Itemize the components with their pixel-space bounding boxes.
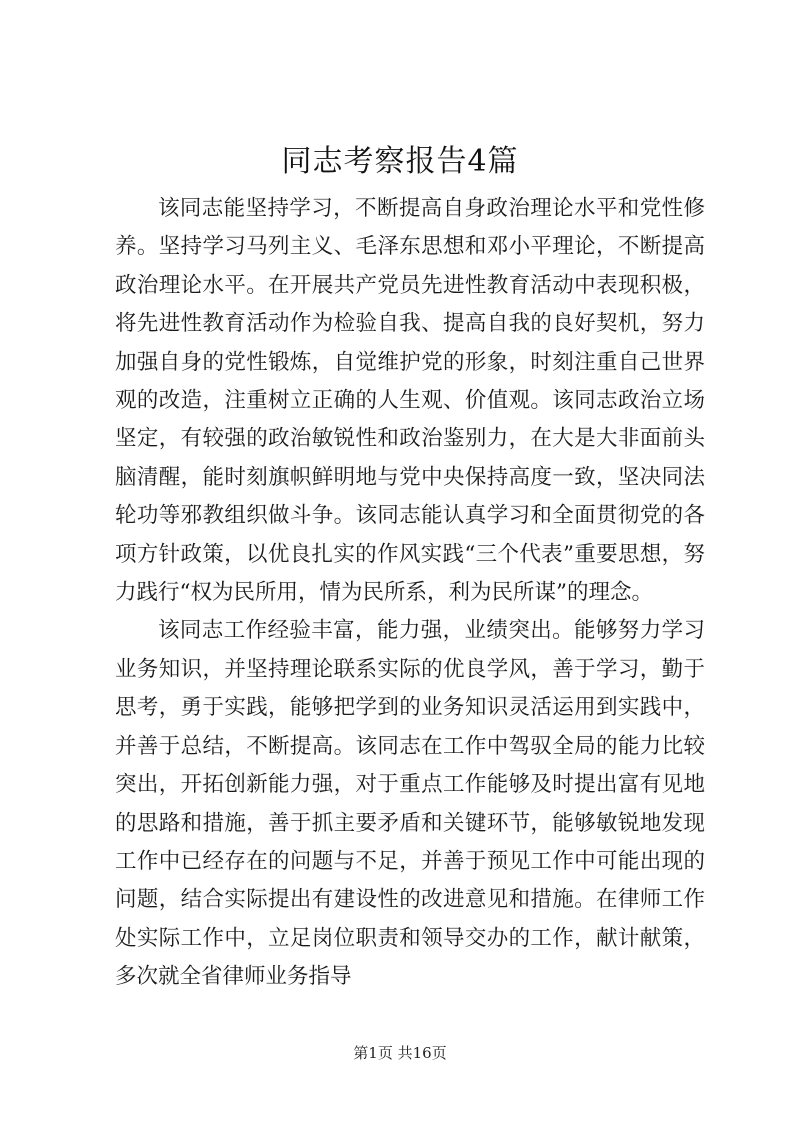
document-body (115, 190, 705, 997)
paragraph-2: 该同志工作经验丰富，能力强，业绩突出。能够努力学习业务知识，并坚持理论联系实际的优良学风，善于学习，勤于思考，勇于实践，能够把学到的业务知识灵活运用到实践中，并善于总结，不断提高。该同志在工作中驾驭全局的能力比较突出，开拓创新能力强，对于重点工作能够及时提出富有见地的思路和措施，善于抓主要矛盾和关键环节，能够敏锐地发现工作中已经存在的问题与不足，并善于预见工作中可能出现的问题，结合实际提出有建设性的改进意见和措施。在律师工作处实际工作中，立足岗位职责和领导交办的工作，献计献策，多次就全省律师业务指导 (115, 618, 705, 990)
paragraph-1: 该同志能坚持学习，不断提高自身政治理论水平和党性修养。坚持学习马列主义、毛泽东思想和邓小平理论，不断提高政治理论水平。在开展共产党员先进性教育活动中表现积极，将先进性教育活动作为检验自我、提高自我的良好契机，努力加强自身的党性锻炼，自觉维护党的形象，时刻注重自己世界观的改造，注重树立正确的人生观、价值观。该同志政治立场坚定，有较强的政治敏锐性和政治鉴别力，在大是大非面前头脑清醒，能时刻旗帜鲜明地与党中央保持高度一致，坚决同法轮功等邪教组织做斗争。该同志能认真学习和全面贯彻党的各项方针政策，以优良扎实的作风实践“三个代表”重要思想，努力践行“权为民所用，情为民所系，利为民所谋”的理念。 (115, 196, 705, 606)
page-number-footer: 第1页 共16页 (353, 1044, 447, 1062)
document-title: 同志考察报告4篇 (281, 144, 519, 179)
